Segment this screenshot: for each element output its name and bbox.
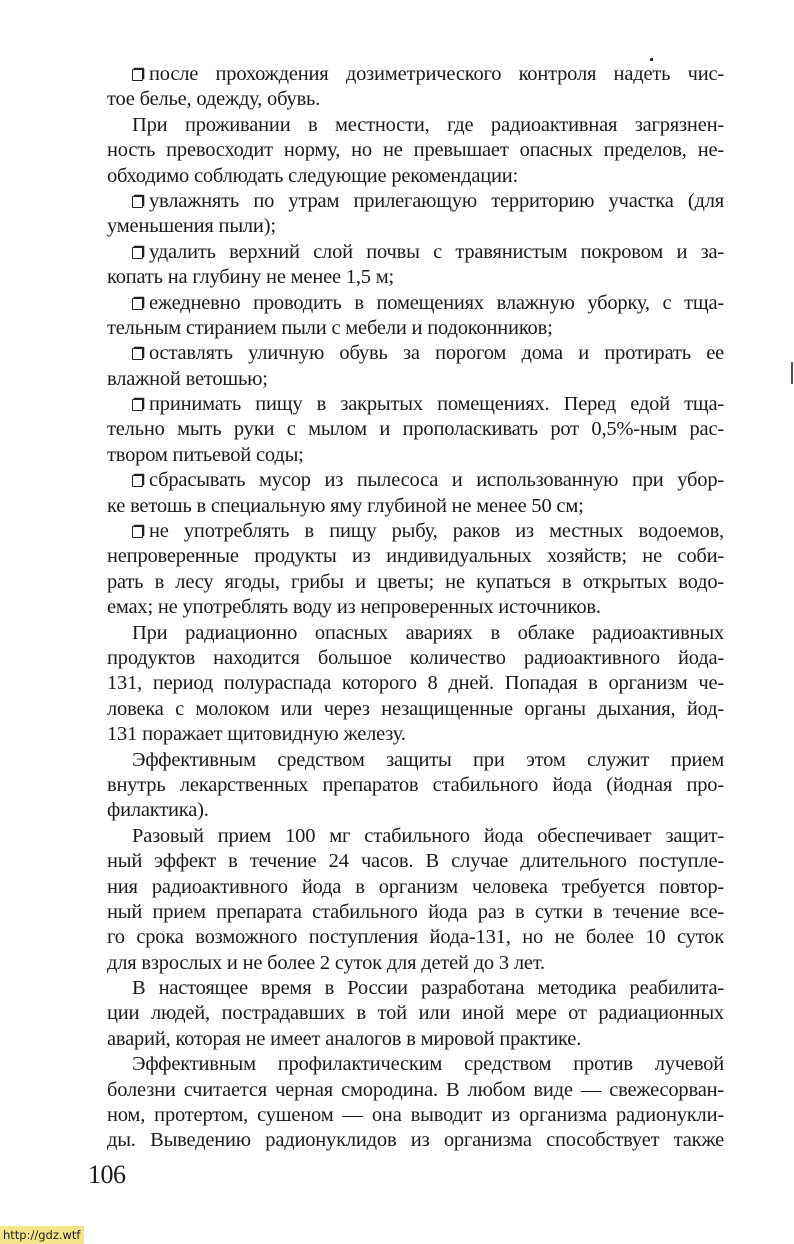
line-text: сбрасывать мусор из пылесоса и использованную при убор- [149,469,724,492]
line-text: увлажнять по утрам прилегающую территорию участка (для [149,189,724,212]
text-line [107,1001,724,1026]
text-line [107,748,724,773]
text-line [107,976,724,1001]
bullet-list-item-line [107,240,724,265]
line-text: При проживании в местности, где радиоактивная загрязнен- [132,113,724,136]
line-text: ды. Выведению радионуклидов из организма способствует также [107,1129,724,1152]
line-text: не употреблять в пищу рыбу, раков из местных водоемов, [149,520,724,543]
text-line [107,1103,724,1128]
line-text: рать в лесу ягоды, грибы и цветы; не купаться в открытых водо- [107,570,724,593]
text-line [107,544,724,569]
text-line [107,367,724,392]
line-text: ния радиоактивного йода в организм человека требуется повтор- [107,875,724,898]
scan-edge-mark [791,362,793,384]
line-text: уменьшения пыли); [107,215,276,238]
line-text: ный эффект в течение 24 часов. В случае длительного поступле- [107,850,724,873]
line-text: ный прием препарата стабильного йода раз в сутки в течение все- [107,900,724,923]
line-text: аварий, которая не имеет аналогов в мировой практике. [107,1027,582,1050]
text-line [107,1027,724,1052]
checkbox-bullet-icon [132,196,143,208]
scan-speck [650,58,653,61]
text-line [107,722,724,747]
text-line [107,417,724,442]
text-line [107,849,724,874]
text-line [107,87,724,112]
line-text: влажной ветошью; [107,367,268,390]
line-text: 131, период полураспада которого 8 дней. Попадая в организм че- [107,672,724,695]
line-text: го срока возможного поступления йода-131, но не более 10 суток [107,926,724,949]
text-line [107,671,724,696]
line-text: продуктов находится большое количество радиоактивного йода- [107,646,724,669]
line-text: тое белье, одежду, обувь. [107,88,321,111]
text-line [107,621,724,646]
text-line [107,494,724,519]
text-line [107,1078,724,1103]
line-text: тельно мыть руки с мылом и прополаскивать рот 0,5%-ным рас- [107,418,724,441]
line-text: тельным стиранием пыли с мебели и подоконников; [107,316,553,339]
checkbox-bullet-icon [132,348,143,360]
text-line [107,138,724,163]
line-text: ловека с молоком или через незащищенные органы дыхания, йод- [107,697,724,720]
line-text: копать на глубину не менее 1,5 м; [107,266,395,289]
line-text: 131 поражает щитовидную железу. [107,723,406,746]
checkbox-bullet-icon [132,399,143,411]
text-line [107,1128,724,1153]
body-text [107,62,724,1154]
line-text: Разовый прием 100 мг стабильного йода обеспечивает защит- [132,824,724,847]
text-line [107,113,724,138]
line-text: ке ветошь в специальную яму глубиной не менее 50 см; [107,494,584,517]
text-line [107,1052,724,1077]
line-text: ежедневно проводить в помещениях влажную уборку, с тща- [149,291,724,314]
line-text: филактика). [107,799,209,822]
bullet-list-item-line [107,519,724,544]
text-line [107,824,724,849]
text-line [107,900,724,925]
line-text: При радиационно опасных авариях в облаке радиоактивных [132,621,724,644]
line-text: для взрослых и не более 2 суток для детей до 3 лет. [107,951,545,974]
text-line [107,646,724,671]
bullet-list-item-line [107,291,724,316]
text-line [107,951,724,976]
line-text: обходимо соблюдать следующие рекомендации: [107,164,519,187]
text-line [107,164,724,189]
text-line [107,214,724,239]
line-text: оставлять уличную обувь за порогом дома и протирать ее [149,342,724,365]
bullet-list-item-line [107,468,724,493]
text-line [107,570,724,595]
line-text: емах; не употреблять воду из непроверенных источников. [107,596,601,619]
page-number: 106 [88,1160,126,1189]
line-text: болезни считается черная смородина. В любом виде — свежесорван- [107,1078,724,1101]
bullet-list-item-line [107,392,724,417]
line-text: В настоящее время в России разработана методика реабилита- [132,977,724,1000]
checkbox-bullet-icon [132,247,143,259]
line-text: после прохождения дозиметрического контроля надеть чис- [149,63,724,85]
bullet-list-item-line [107,62,724,87]
watermark-link[interactable]: http://gdz.wtf [0,1226,84,1244]
text-line [107,925,724,950]
text-line [107,265,724,290]
checkbox-bullet-icon [132,526,143,538]
line-text: внутрь лекарственных препаратов стабильного йода (йодная про- [107,773,724,796]
text-line [107,798,724,823]
line-text: ном, протертом, сушеном — она выводит из организма радионукли- [107,1104,724,1127]
text-line [107,316,724,341]
checkbox-bullet-icon [132,298,143,310]
checkbox-bullet-icon [132,475,143,487]
line-text: непроверенные продукты из индивидуальных хозяйств; не соби- [107,545,724,568]
text-line [107,443,724,468]
bullet-list-item-line [107,341,724,366]
bullet-list-item-line [107,189,724,214]
line-text: Эффективным профилактическим средством против лучевой [132,1053,724,1076]
text-line [107,773,724,798]
line-text: ции людей, пострадавших в той или иной мере от радиационных [107,1002,724,1025]
line-text: твором питьевой соды; [107,443,304,466]
line-text: принимать пищу в закрытых помещениях. Перед едой тща- [149,393,724,416]
line-text: ность превосходит норму, но не превышает опасных пределов, не- [107,139,724,162]
text-line [107,697,724,722]
line-text: удалить верхний слой почвы с травянистым покровом и за- [149,240,724,263]
line-text: Эффективным средством защиты при этом служит прием [132,748,724,771]
checkbox-bullet-icon [132,69,143,81]
text-line [107,875,724,900]
text-line [107,595,724,620]
